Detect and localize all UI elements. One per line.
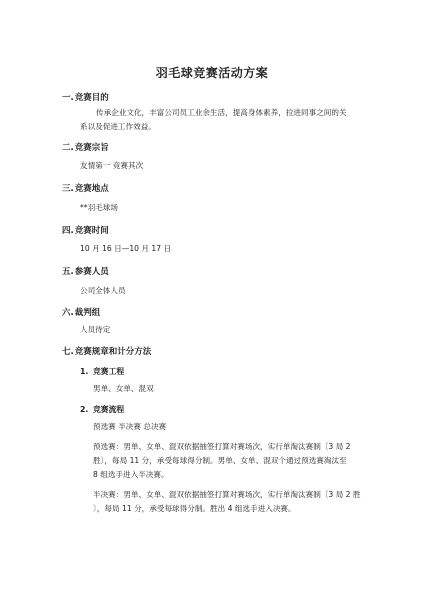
section-heading-rules: [62, 345, 151, 357]
body-line: 友情第一 竞赛其次: [80, 161, 144, 170]
section-number: 四.: [62, 226, 74, 236]
page-title: 羽毛球竞赛活动方案: [155, 66, 269, 80]
subsection-heading-events: [80, 366, 124, 377]
section-title: 参赛人员: [74, 267, 109, 277]
section-heading-referees: [62, 306, 100, 318]
section-heading-venue: [62, 182, 109, 194]
section-number: 二.: [62, 143, 74, 153]
section-heading-principle: [62, 141, 109, 153]
body-line: 预选赛 半决赛 总决赛: [93, 422, 167, 431]
section-title: 竞赛地点: [74, 184, 109, 194]
subsection-number: 2.: [80, 405, 89, 414]
section-title: 竞赛宗旨: [74, 143, 109, 153]
section-heading-participants: [62, 265, 109, 277]
paragraph-line: 胜〕，每局 11 分，承受每球得分制。男单、女单、混双个通过预选赛淘汰至: [93, 456, 347, 465]
section-title: 竞赛目的: [74, 93, 109, 103]
section-number: 三.: [62, 184, 74, 194]
paragraph-line: 预选赛：男单、女单、混双依据抽签打算对赛场次，实行单淘汰赛制〔3 局 2: [93, 442, 351, 451]
body-line: **羽毛球场: [80, 203, 118, 212]
section-title: 竞赛规章和计分方法: [74, 347, 152, 357]
body-line: 人员待定: [80, 325, 111, 334]
paragraph-line: 8 组选手进入半决赛。: [93, 470, 169, 479]
section-heading-time: [62, 224, 109, 236]
body-line: 系以及促进工作效益。: [80, 122, 156, 131]
paragraph-line: 〕，每局 11 分，承受每球得分制。胜出 4 组选手进入决赛。: [93, 504, 296, 513]
section-number: 五.: [62, 267, 74, 277]
subsection-heading-process: [80, 404, 124, 415]
section-title: 裁判组: [74, 308, 101, 318]
body-line: 公司全体人员: [80, 286, 126, 295]
paragraph-line: 半决赛：男单、女单、混双依据抽签打算对赛场次，实行单淘汰赛制〔3 局 2 胜: [93, 490, 361, 499]
section-number: 六.: [62, 308, 74, 318]
body-line: 传承企业文化，丰富公司员工业余生活，提高身体素养，拉进同事之间的关: [96, 108, 347, 117]
body-line: 10 月 16 日—10 月 17 日: [80, 244, 172, 253]
section-number: 一.: [62, 93, 74, 103]
subsection-title: 竞赛工程: [93, 367, 125, 376]
subsection-number: 1.: [80, 367, 89, 376]
section-number: 七.: [62, 347, 74, 357]
body-line: 男单、女单、混双: [93, 384, 154, 393]
section-title: 竞赛时间: [74, 226, 109, 236]
section-heading-purpose: [62, 91, 109, 103]
subsection-title: 竞赛流程: [93, 405, 125, 414]
